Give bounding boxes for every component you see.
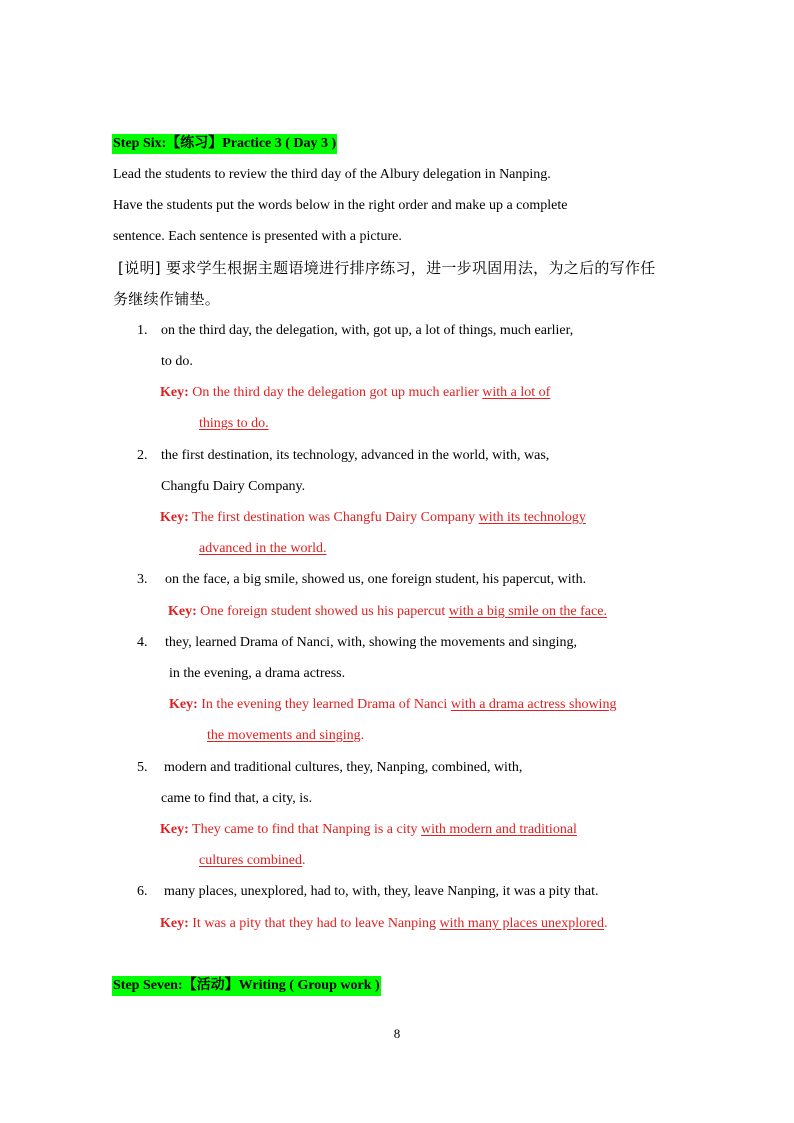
key-label: Key: [168, 604, 197, 619]
key-answer: The first destination was Changfu Dairy Company [192, 510, 476, 525]
key-underlined-phrase: with its technology [478, 510, 586, 525]
key-answer: On the third day the delegation got up much earlier [192, 385, 479, 400]
item-1-key [160, 383, 550, 403]
key-label: Key: [169, 697, 198, 712]
step-six-heading: Step Six:【练习】Practice 3 ( Day 3 ) [112, 134, 337, 154]
list-item-5 [137, 758, 522, 778]
key-label: Key: [160, 916, 189, 931]
item-words: on the third day, the delegation, with, got up, a lot of things, much earlier, [161, 323, 574, 338]
item-number: 4. [137, 635, 148, 650]
step-seven-heading: Step Seven:【活动】Writing ( Group work ) [112, 976, 381, 996]
item-words: on the face, a big smile, showed us, one foreign student, his papercut, with. [165, 572, 587, 587]
key-answer: They came to find that Nanping is a city [192, 822, 418, 837]
key-underlined-phrase: with modern and traditional [421, 822, 577, 837]
list-item-2 [137, 446, 549, 466]
list-item-1 [137, 321, 573, 341]
key-label: Key: [160, 510, 189, 525]
key-underlined-phrase: the movements and singing [207, 728, 361, 743]
key-underlined-phrase: with many places unexplored [439, 916, 604, 931]
item-2-key [160, 508, 586, 528]
item-number: 5. [137, 760, 148, 775]
key-underlined-phrase: with a drama actress showing [450, 697, 617, 712]
note-line-1: [说明] 要求学生根据主题语境进行排序练习，进一步巩固用法，为之后的写作任 [118, 259, 656, 277]
page-number: 8 [393, 1026, 401, 1041]
list-item-6 [137, 882, 599, 902]
item-2-words-line-2: Changfu Dairy Company. [161, 479, 306, 494]
item-number: 6. [137, 884, 148, 899]
item-number: 2. [137, 448, 148, 463]
note-line-2: 务继续作铺垫。 [113, 290, 221, 308]
key-underlined-phrase: advanced in the world. [199, 541, 327, 556]
item-1-words-line-2: to do. [161, 354, 193, 369]
key-underlined-phrase: cultures combined [199, 853, 303, 868]
item-words: the first destination, its technology, advanced in the world, with, was, [161, 448, 550, 463]
item-2-key-line-2 [199, 539, 327, 559]
intro-line-3: sentence. Each sentence is presented with a picture. [113, 229, 402, 244]
key-answer: In the evening they learned Drama of Nanci [201, 697, 448, 712]
item-4-key [169, 695, 616, 715]
item-5-key-line-2 [199, 851, 306, 871]
item-4-key-line-2 [207, 726, 364, 746]
key-answer: It was a pity that they had to leave Nanping [192, 916, 437, 931]
key-end-punctuation: . [360, 728, 365, 743]
key-label: Key: [160, 822, 189, 837]
item-3-key [168, 602, 607, 622]
item-number: 3. [137, 572, 148, 587]
item-5-key [160, 820, 577, 840]
list-item-3 [137, 570, 586, 590]
intro-line-1: Lead the students to review the third day of the Albury delegation in Nanping. [113, 167, 551, 182]
key-end-punctuation: . [603, 916, 608, 931]
list-item-4 [137, 633, 577, 653]
intro-line-2: Have the students put the words below in the right order and make up a complete [113, 198, 568, 213]
item-6-key [160, 914, 607, 934]
key-underlined-phrase: with a big smile on the face. [448, 604, 607, 619]
item-words: many places, unexplored, had to, with, they, leave Nanping, it was a pity that. [164, 884, 599, 899]
key-label: Key: [160, 385, 189, 400]
key-answer: One foreign student showed us his papercut [200, 604, 446, 619]
item-number: 1. [137, 323, 148, 338]
item-words: modern and traditional cultures, they, Nanping, combined, with, [164, 760, 523, 775]
key-end-punctuation: . [302, 853, 306, 868]
item-4-words-line-2: in the evening, a drama actress. [169, 666, 346, 681]
key-underlined-phrase: things to do. [199, 416, 269, 431]
item-5-words-line-2: came to find that, a city, is. [161, 791, 313, 806]
key-underlined-phrase: with a lot of [482, 385, 551, 400]
item-words: they, learned Drama of Nanci, with, showing the movements and singing, [165, 635, 577, 650]
item-1-key-line-2 [199, 414, 269, 434]
